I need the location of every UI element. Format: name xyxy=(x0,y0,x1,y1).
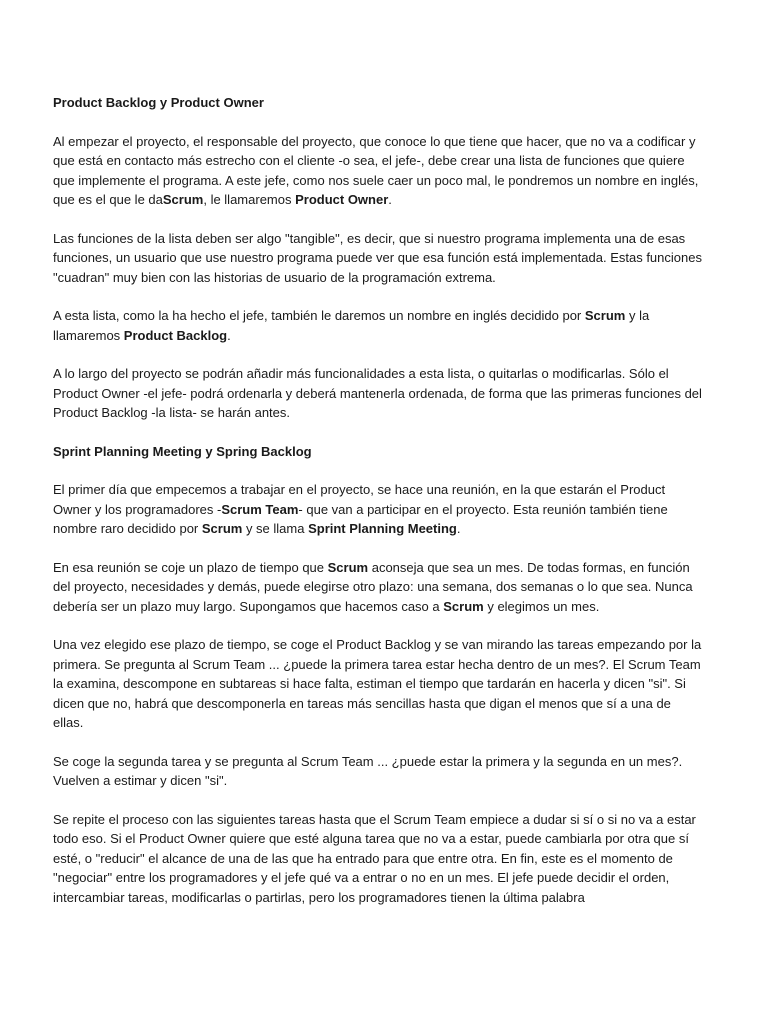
paragraph: Una vez elegido ese plazo de tiempo, se coge el Product Backlog y se van mirando las tareas empezando por la primera. Se pregunta al Scrum Team ... ¿puede la primera tarea estar hecha dentro de un mes?. El Scrum Team la examina, descompone en subtareas si hace falta, estiman el tiempo que tardarán en hacerla y dicen "si". Si dicen que no, habrá que descomponerla en tareas más sencillas hasta que digan el menos que sí a una de ellas. xyxy=(53,637,702,730)
paragraph: Se coge la segunda tarea y se pregunta al Scrum Team ... ¿puede estar la primera y la segunda en un mes?. Vuelven a estimar y dicen "si". xyxy=(53,753,683,788)
section-heading-sprint-planning: Sprint Planning Meeting y Spring Backlog xyxy=(53,443,312,459)
text-run: . xyxy=(227,327,231,343)
text-run: A esta lista, como la ha hecho el jefe, también le daremos un nombre en inglés decidido por xyxy=(53,308,585,323)
bold-term-scrum: Scrum xyxy=(327,559,369,575)
paragraph xyxy=(53,306,703,345)
bold-term-scrum: Scrum xyxy=(201,521,243,536)
paragraph xyxy=(53,480,703,539)
paragraph xyxy=(53,132,703,210)
text-run: En esa reunión se coje un plazo de tiempo que xyxy=(53,559,328,575)
paragraph xyxy=(53,558,703,617)
bold-term-scrum: Scrum xyxy=(162,192,204,207)
document-page xyxy=(53,93,703,926)
paragraph: A lo largo del proyecto se podrán añadir más funcionalidades a esta lista, o quitarlas o modificarlas. Sólo el Product Owner -el jefe- podrá ordenarla y deberá mantenerla ordenada, de forma que las primeras funciones del Product Backlog -la lista- se harán antes. xyxy=(53,366,702,420)
text-run: y se llama xyxy=(242,521,309,536)
paragraph: Las funciones de la lista deben ser algo "tangible", es decir, que si nuestro programa implementa una de esas funciones, un usuario que use nuestro programa puede ver que esa función está implementada. Estas funciones "cuadran" muy bien con las historias de usuario de la programación extrema. xyxy=(53,230,702,285)
text-run: aconseja que sea un mes. De todas formas, en función del proyecto, necesidades y demás, puede elegirse otro plazo: una semana, dos semanas o lo que sea. Nunca debería ser un plazo muy largo. Supongamos que hacemos caso a xyxy=(53,559,693,614)
bold-term-scrum: Scrum xyxy=(584,308,626,323)
text-run: Al empezar el proyecto, el responsable del proyecto, que conoce lo que tiene que hacer, que no va a codificar y que está en contacto más estrecho con el cliente -o sea, el jefe-, debe crear una lista de funciones que quiere que implemente el programa. A este jefe, como nos suele caer un poco mal, le pondremos un nombre en inglés, que es el que le da xyxy=(53,133,699,207)
paragraph: Se repite el proceso con las siguientes tareas hasta que el Scrum Team empiece a dudar si sí o si no va a estar todo eso. Si el Product Owner quiere que esté alguna tarea que no va a estar, puede cambiarla por otra que sí esté, o "reducir" el alcance de una de las que ha entrado para que entre otra. En fin, este es el momento de "negociar" entre los programadores y el jefe qué va a entrar o no en un mes. El jefe puede decidir el orden, intercambiar tareas, modificarlas o partirlas, pero los programadores tienen la última palabra xyxy=(53,811,696,905)
text-run: , le llamaremos xyxy=(203,192,296,207)
bold-term-sprint-planning-meeting: Sprint Planning Meeting xyxy=(308,521,457,536)
text-run: . xyxy=(456,521,461,536)
text-run: . xyxy=(388,192,392,207)
bold-term-product-backlog: Product Backlog xyxy=(123,327,228,343)
bold-term-scrum: Scrum xyxy=(443,598,484,614)
text-run: y la llamaremos xyxy=(53,308,650,343)
text-run: El primer día que empecemos a trabajar en el proyecto, se hace una reunión, en la que estarán el Product Owner y los programadores - xyxy=(53,482,666,517)
section-heading-product-backlog: Product Backlog y Product Owner xyxy=(53,95,264,110)
text-run: - que van a participar en el proyecto. Esta reunión también tiene nombre raro decidido por xyxy=(53,501,668,536)
text-run: y elegimos un mes. xyxy=(483,598,600,614)
bold-term-product-owner: Product Owner xyxy=(295,192,389,207)
bold-term-scrum-team: Scrum Team xyxy=(221,501,299,517)
